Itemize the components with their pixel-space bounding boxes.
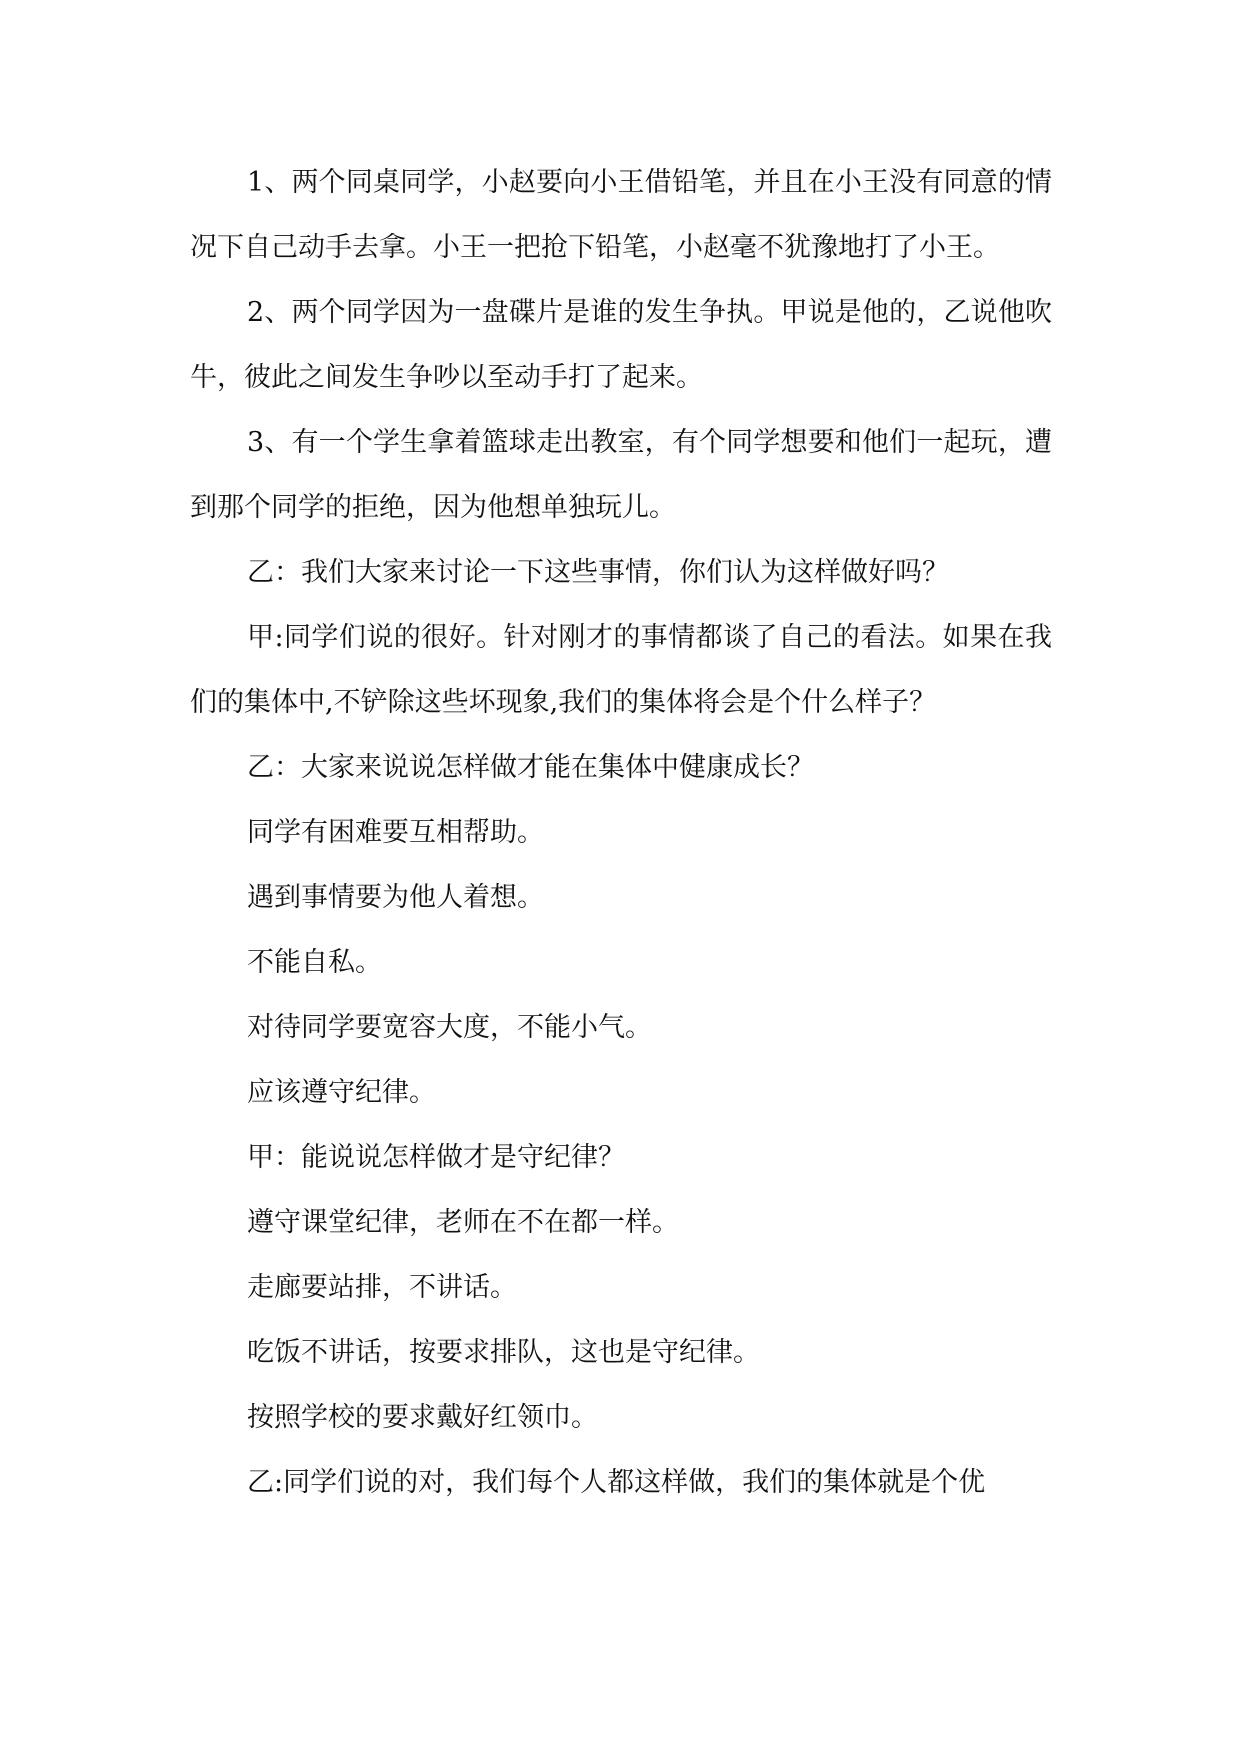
paragraph-answer-help: 同学有困难要互相帮助。	[247, 817, 544, 848]
paragraph-jia-question: 甲：能说说怎样做才是守纪律？	[247, 1142, 625, 1173]
paragraph-case-3: 3、有一个学生拿着篮球走出教室，有个同学想要和他们一起玩，遭到那个同学的拒绝，因为他想单独玩儿。	[190, 427, 1052, 523]
paragraph-answer-hallway: 走廊要站排，不讲话。	[247, 1272, 517, 1303]
paragraph-answer-meal: 吃饭不讲话，按要求排队，这也是守纪律。	[247, 1337, 760, 1368]
paragraph-answer-discipline: 应该遵守纪律。	[247, 1077, 436, 1108]
paragraph-case-1: 1、两个同桌同学，小赵要向小王借铅笔，并且在小王没有同意的情况下自己动手去拿。小王一把抢下铅笔，小赵毫不犹豫地打了小王。	[190, 167, 1052, 263]
paragraph-case-2: 2、两个同学因为一盘碟片是谁的发生争执。甲说是他的，乙说他吹牛，彼此之间发生争吵以至动手打了起来。	[190, 297, 1052, 393]
document-body	[190, 150, 1052, 1515]
paragraph-yi-conclusion: 乙:同学们说的对，我们每个人都这样做，我们的集体就是个优	[247, 1467, 986, 1498]
paragraph-answer-others: 遇到事情要为他人着想。	[247, 882, 544, 913]
paragraph-answer-classroom: 遵守课堂纪律，老师在不在都一样。	[247, 1207, 679, 1238]
paragraph-yi-question: 乙：大家来说说怎样做才能在集体中健康成长？	[247, 752, 814, 783]
paragraph-answer-tolerant: 对待同学要宽容大度，不能小气。	[247, 1012, 652, 1043]
paragraph-answer-selfish: 不能自私。	[247, 947, 382, 978]
paragraph-yi-discuss: 乙：我们大家来讨论一下这些事情，你们认为这样做好吗？	[247, 557, 949, 588]
paragraph-jia-comment: 甲:同学们说的很好。针对刚才的事情都谈了自己的看法。如果在我们的集体中,不铲除这些坏现象,我们的集体将会是个什么样子？	[190, 622, 1052, 718]
paragraph-answer-scarf: 按照学校的要求戴好红领巾。	[247, 1402, 598, 1433]
